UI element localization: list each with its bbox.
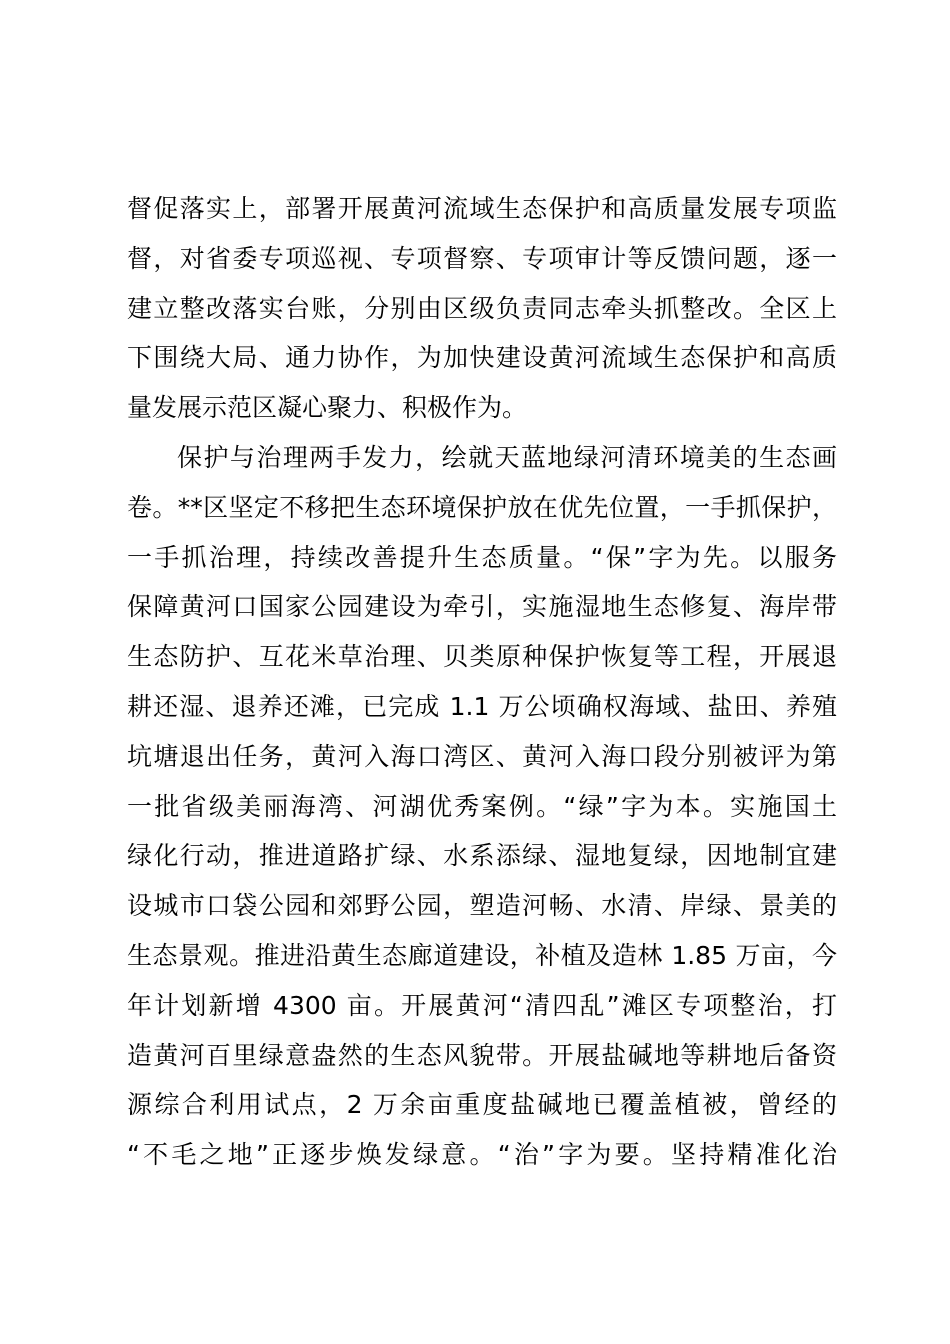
text-line: 保护与治理两手发力，绘就天蓝地绿河清环境美的生态画 (177, 442, 837, 472)
text-line: 年计划新增 4300 亩。开展黄河“清四乱”滩区专项整治，打 (127, 990, 837, 1020)
body-text (127, 184, 837, 1180)
text-line: 建立整改落实台账，分别由区级负责同志牵头抓整改。全区上 (127, 293, 837, 323)
text-line: 造黄河百里绿意盎然的生态风貌带。开展盐碱地等耕地后备资 (127, 1040, 837, 1070)
text-line: 耕还湿、退养还滩，已完成 1.1 万公顷确权海域、盐田、养殖 (127, 691, 837, 721)
text-line: 下围绕大局、通力协作，为加快建设黄河流域生态保护和高质 (127, 343, 837, 373)
text-line: 卷。**区坚定不移把生态环境保护放在优先位置，一手抓保护， (127, 492, 837, 522)
text-line: 坑塘退出任务，黄河入海口湾区、黄河入海口段分别被评为第 (127, 741, 837, 771)
text-line: “不毛之地”正逐步焕发绿意。“治”字为要。坚持精准化治 (127, 1140, 837, 1170)
text-line: 保障黄河口国家公园建设为牵引，实施湿地生态修复、海岸带 (127, 592, 837, 622)
text-line: 生态防护、互花米草治理、贝类原种保护恢复等工程，开展退 (127, 642, 837, 672)
text-line: 一批省级美丽海湾、河湖优秀案例。“绿”字为本。实施国土 (127, 791, 837, 821)
text-line: 督，对省委专项巡视、专项督察、专项审计等反馈问题，逐一 (127, 243, 837, 273)
text-line: 量发展示范区凝心聚力、积极作为。 (127, 393, 528, 423)
text-line: 源综合利用试点，2 万余亩重度盐碱地已覆盖植被，曾经的 (127, 1090, 837, 1120)
text-line: 绿化行动，推进道路扩绿、水系添绿、湿地复绿，因地制宜建 (127, 841, 837, 871)
text-line: 一手抓治理，持续改善提升生态质量。“保”字为先。以服务 (127, 542, 837, 572)
text-line: 督促落实上，部署开展黄河流域生态保护和高质量发展专项监 (127, 194, 837, 223)
text-line: 设城市口袋公园和郊野公园，塑造河畅、水清、岸绿、景美的 (127, 891, 837, 921)
text-line: 生态景观。推进沿黄生态廊道建设，补植及造林 1.85 万亩，今 (127, 940, 837, 970)
